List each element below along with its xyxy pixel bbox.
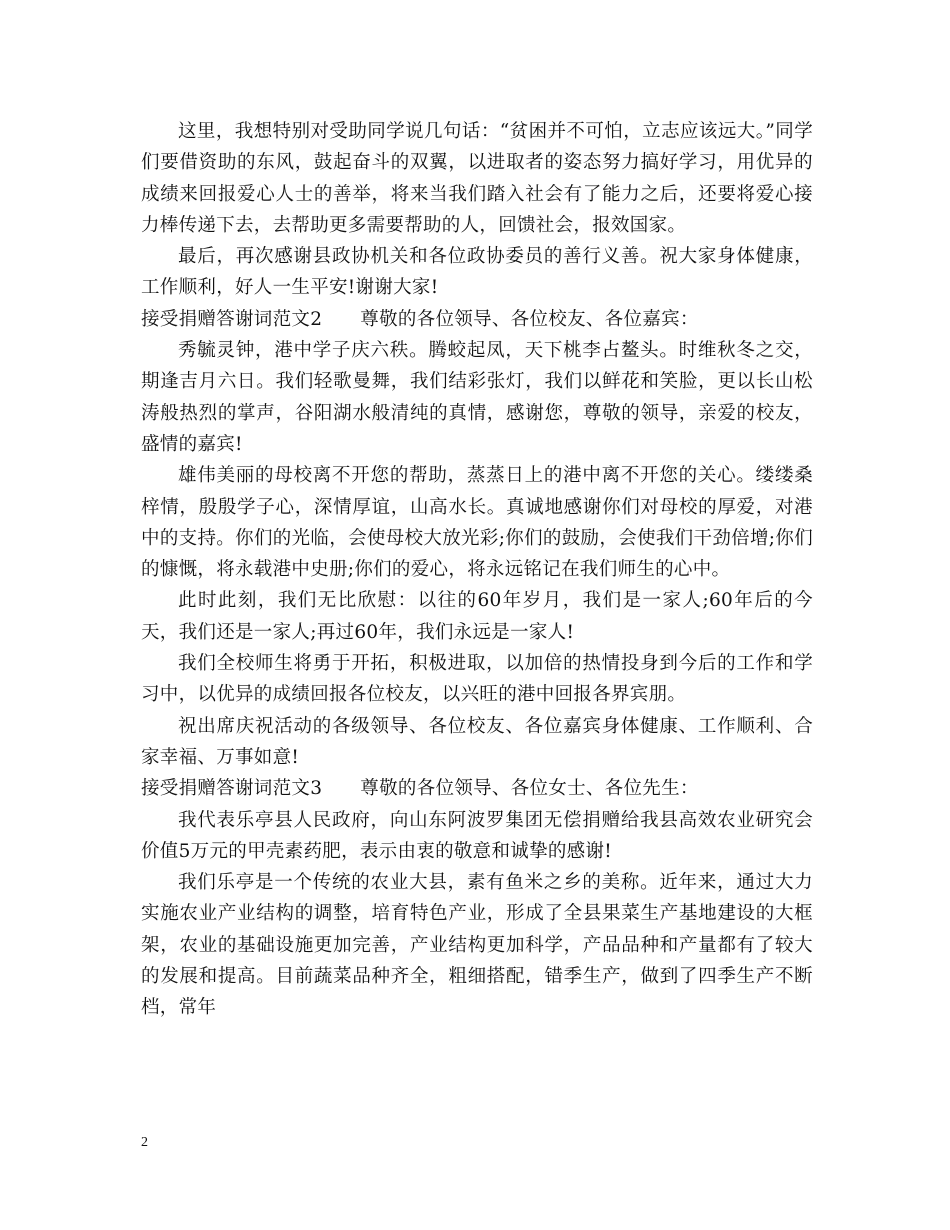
paragraph: 我们全校师生将勇于开拓，积极进取，以加倍的热情投身到今后的工作和学习中，以优异的成绩回报各位校友，以兴旺的港中回报各界宾朋。 bbox=[141, 653, 813, 706]
section-title: 接受捐赠答谢词范文2 bbox=[141, 308, 323, 330]
paragraph: 祝出席庆祝活动的各级领导、各位校友、各位嘉宾身体健康、工作顺利、合家幸福、万事如意! bbox=[141, 715, 813, 768]
paragraph: 秀毓灵钟，港中学子庆六秩。腾蛟起凤，天下桃李占鳌头。时维秋冬之交，期逢吉月六日。我们轻歌曼舞，我们结彩张灯，我们以鲜花和笑脸，更以长山松涛般热烈的掌声，谷阳湖水般清纯的真情，感谢您，尊敬的领导，亲爱的校友，盛情的嘉宾! bbox=[141, 340, 813, 455]
paragraph: 雄伟美丽的母校离不开您的帮助，蒸蒸日上的港中离不开您的关心。缕缕桑梓情，殷殷学子心，深情厚谊，山高水长。真诚地感谢你们对母校的厚爱，对港中的支持。你们的光临，会使母校大放光彩;你们的鼓励，会使我们干劲倍增;你们的慷慨，将永载港中史册;你们的爱心，将永远铭记在我们师生的心中。 bbox=[141, 465, 813, 581]
salutation: 尊敬的各位领导、各位女士、各位先生： bbox=[360, 778, 699, 800]
paragraph: 这里，我想特别对受助同学说几句话：“贫困并不可怕，立志应该远大。”同学们要借资助的东风，鼓起奋斗的双翼，以进取者的姿态努力搞好学习，用优异的成绩来回报爱心人士的善举，将来当我们踏入社会有了能力之后，还要将爱心接力棒传递下去，去帮助更多需要帮助的人，回馈社会，报效国家。 bbox=[141, 121, 813, 236]
page-number: 2 bbox=[141, 1135, 148, 1150]
paragraph: 此时此刻，我们无比欣慰：以往的60年岁月，我们是一家人;60年后的今天，我们还是一家人;再过60年，我们永远是一家人! bbox=[141, 590, 813, 643]
salutation: 尊敬的各位领导、各位校友、各位嘉宾： bbox=[360, 308, 699, 330]
paragraph: 最后，再次感谢县政协机关和各位政协委员的善行义善。祝大家身体健康，工作顺利，好人一生平安!谢谢大家! bbox=[141, 246, 813, 299]
section-heading bbox=[141, 773, 813, 804]
paragraph: 我代表乐亭县人民政府，向山东阿波罗集团无偿捐赠给我县高效农业研究会价值5万元的甲壳素药肥，表示由衷的敬意和诚挚的感谢! bbox=[141, 809, 813, 862]
section-heading bbox=[141, 304, 813, 335]
section-title: 接受捐赠答谢词范文3 bbox=[141, 778, 323, 800]
document-body bbox=[141, 116, 813, 1024]
paragraph: 我们乐亭是一个传统的农业大县，素有鱼米之乡的美称。近年来，通过大力实施农业产业结构的调整，培育特色产业，形成了全县果菜生产基地建设的大框架，农业的基础设施更加完善，产业结构更加科学，产品品种和产量都有了较大的发展和提高。目前蔬菜品种齐全，粗细搭配，错季生产，做到了四季生产不断档，常年 bbox=[141, 872, 813, 1019]
